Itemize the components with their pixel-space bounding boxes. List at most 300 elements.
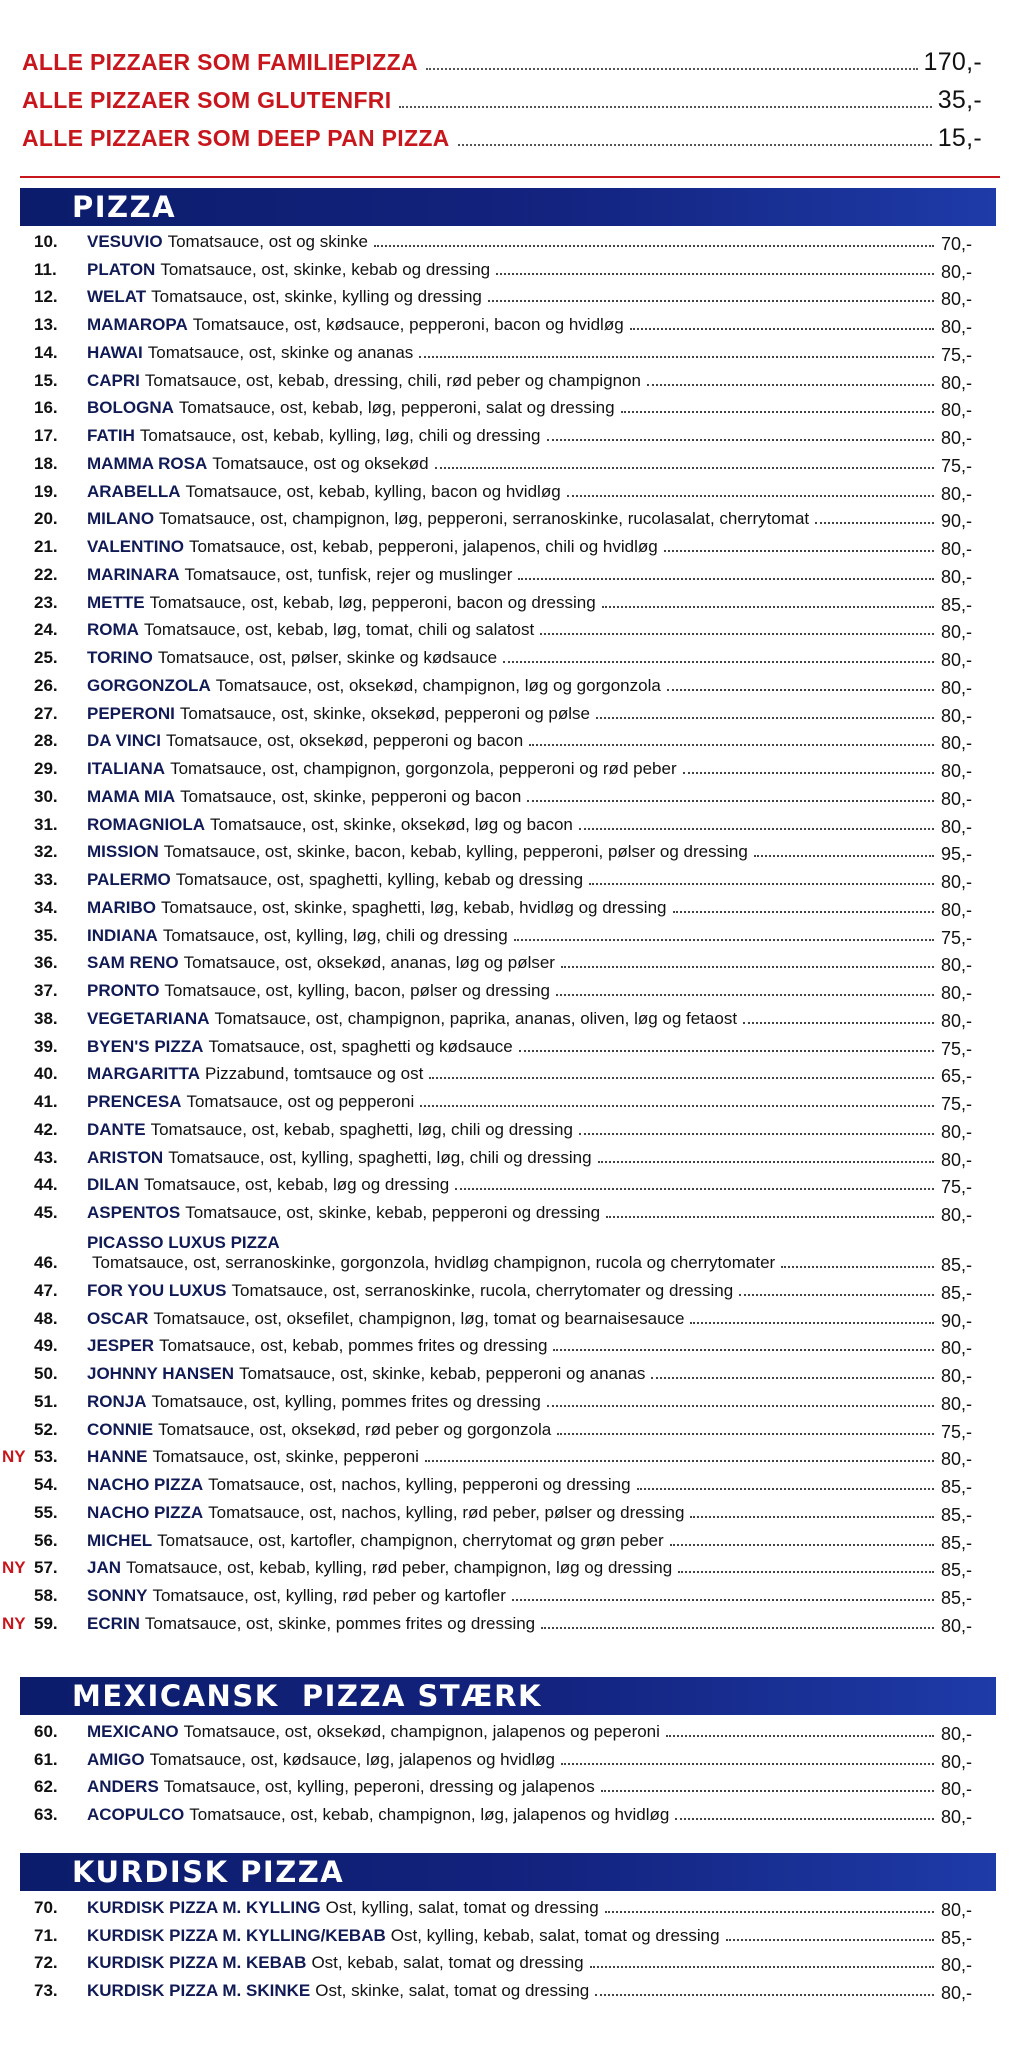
item-text <box>87 1233 942 1273</box>
item-price: 80,- <box>940 1393 972 1414</box>
dot-leader <box>420 1105 934 1107</box>
menu-item <box>0 1553 1000 1581</box>
menu-item <box>0 1358 1000 1386</box>
top-price-line <box>22 48 982 86</box>
dot-leader <box>518 578 934 580</box>
item-text <box>87 1898 942 1918</box>
menu-item <box>0 1799 1000 1827</box>
item-name: PICASSO LUXUS PIZZA <box>87 1233 280 1252</box>
menu-item <box>0 670 1000 698</box>
menu-item <box>0 559 1000 587</box>
dot-leader <box>601 1790 934 1792</box>
new-badge: NY <box>2 1447 26 1467</box>
menu-item <box>0 892 1000 920</box>
item-price: 95,- <box>940 844 972 865</box>
item-description: Tomatsauce, ost, oksekød, pepperoni og bacon <box>166 731 524 751</box>
item-text <box>87 1364 942 1384</box>
item-text <box>87 593 942 613</box>
item-number: 31. <box>34 814 58 834</box>
item-price: 85,- <box>940 1927 972 1948</box>
item-description: Tomatsauce, ost, serranoskinke, rucola, cherrytomater og dressing <box>231 1280 734 1300</box>
item-name: OSCAR <box>87 1308 149 1328</box>
top-line-label: ALLE PIZZAER SOM GLUTENFRI <box>22 87 392 113</box>
menu-item <box>0 420 1000 448</box>
item-description: Tomatsauce, ost, kebab, dressing, chili, rød peber og champignon <box>144 370 642 390</box>
menu-item <box>0 948 1000 976</box>
menu-item <box>0 809 1000 837</box>
item-name: TORINO <box>87 648 153 667</box>
item-text <box>87 815 942 835</box>
item-description: Tomatsauce, ost og pepperoni <box>186 1092 415 1111</box>
item-text <box>87 953 942 973</box>
item-price: 80,- <box>940 566 972 587</box>
item-description: Tomatsauce, ost, kebab, pommes frites og dressing <box>159 1336 548 1356</box>
item-price: 80,- <box>940 372 972 393</box>
item-text <box>87 1203 942 1223</box>
item-number: 40. <box>34 1064 58 1084</box>
item-number: 45. <box>34 1203 58 1222</box>
item-name: FATIH <box>87 426 135 445</box>
item-number: 60. <box>34 1721 58 1741</box>
item-name: MAMA MIA <box>87 786 176 806</box>
item-price: 80,- <box>940 1205 972 1225</box>
item-text <box>87 509 942 529</box>
item-price: 75,- <box>940 1094 972 1114</box>
dot-leader <box>739 1294 934 1296</box>
dot-leader <box>670 1544 934 1546</box>
item-price: 75,- <box>940 455 972 476</box>
item-number: 25. <box>34 648 58 667</box>
item-text <box>87 1309 942 1329</box>
dot-leader <box>455 1188 934 1190</box>
item-description: Tomatsauce, ost, oksekød, rød peber og gorgonzola <box>158 1419 552 1439</box>
item-name: DILAN <box>87 1175 139 1195</box>
item-description: Tomatsauce, ost, spaghetti og kødsauce <box>208 1036 513 1056</box>
item-price: 80,- <box>940 677 972 698</box>
item-price: 80,- <box>940 1338 972 1359</box>
dot-leader <box>488 300 934 302</box>
dot-leader <box>374 245 934 247</box>
dot-leader <box>514 939 934 941</box>
item-number: 35. <box>34 925 58 945</box>
item-number: 71. <box>34 1925 58 1945</box>
dot-leader <box>556 994 934 996</box>
item-price: 85,- <box>940 594 972 615</box>
item-name: MAMMA ROSA <box>87 453 208 473</box>
dot-leader <box>815 522 934 524</box>
menu-item <box>0 226 1000 254</box>
item-price: 80,- <box>940 816 972 837</box>
item-description: Tomatsauce, ost, skinke, bacon, kebab, kylling, pepperoni, pølser og dressing <box>163 842 748 862</box>
item-price: 85,- <box>940 1532 972 1553</box>
item-number: 17. <box>34 426 58 445</box>
dot-leader <box>743 1022 934 1024</box>
item-name: NACHO PIZZA <box>87 1475 204 1494</box>
dot-leader <box>602 606 934 608</box>
menu-item <box>0 1892 1000 1920</box>
item-number: 19. <box>34 481 58 501</box>
item-description: Tomatsauce, ost, kylling, rød peber og kartofler <box>152 1586 506 1605</box>
item-name: KURDISK PIZZA M. KEBAB <box>87 1953 307 1973</box>
item-description: Tomatsauce, ost, oksefilet, champignon, løg, tomat og bearnaisesauce <box>153 1308 685 1328</box>
item-text <box>87 898 942 918</box>
item-name: ARABELLA <box>87 481 181 501</box>
item-number: 52. <box>34 1419 58 1439</box>
item-number: 57. <box>34 1558 58 1578</box>
item-price: 70,- <box>940 233 972 254</box>
item-name: ROMA <box>87 620 139 640</box>
menu-item <box>0 1275 1000 1303</box>
item-price: 80,- <box>940 1751 972 1772</box>
dot-leader <box>673 911 935 913</box>
item-price: 90,- <box>940 1310 972 1331</box>
item-text <box>87 870 942 890</box>
item-number: 43. <box>34 1147 58 1167</box>
item-price: 80,- <box>940 872 972 892</box>
item-name: PLATON <box>87 259 156 279</box>
dot-leader <box>726 1939 934 1941</box>
section-title-mexicansk: MEXICANSK PIZZA STÆRK <box>72 1679 542 1713</box>
menu-item <box>0 476 1000 504</box>
item-number: 39. <box>34 1036 58 1056</box>
item-name: BOLOGNA <box>87 398 174 418</box>
menu-item <box>0 615 1000 643</box>
item-name: MISSION <box>87 842 159 862</box>
item-name: PRONTO <box>87 981 160 1000</box>
item-price: 85,- <box>940 1477 972 1497</box>
dot-leader <box>590 1966 934 1968</box>
item-text <box>87 676 942 696</box>
menu-item <box>0 781 1000 809</box>
item-description: Tomatsauce, ost, nachos, kylling, rød peber, pølser og dressing <box>208 1502 685 1522</box>
menu-item <box>0 753 1000 781</box>
dot-leader <box>637 1488 934 1490</box>
menu-item <box>0 1716 1000 1744</box>
item-number: 14. <box>34 342 58 362</box>
item-text <box>87 704 942 724</box>
item-text <box>87 1281 942 1301</box>
item-number: 48. <box>34 1308 58 1328</box>
item-price: 80,- <box>940 1449 972 1470</box>
item-name: JOHNNY HANSEN <box>87 1364 235 1383</box>
menu-item <box>0 1114 1000 1142</box>
item-description: Tomatsauce, ost, kebab, løg og dressing <box>143 1175 450 1195</box>
item-text <box>87 287 942 307</box>
item-name: ASPENTOS <box>87 1203 181 1222</box>
item-number: 24. <box>34 620 58 640</box>
item-text <box>87 1447 942 1467</box>
item-description: Tomatsauce, ost, nachos, kylling, pepperoni og dressing <box>208 1475 631 1494</box>
item-text <box>87 343 942 363</box>
item-description: Tomatsauce, ost, kylling, bacon, pølser og dressing <box>164 981 550 1000</box>
dot-leader <box>664 550 934 552</box>
item-price: 80,- <box>940 650 972 670</box>
item-number: 58. <box>34 1586 58 1605</box>
item-text <box>87 981 942 1001</box>
item-text <box>87 787 942 807</box>
item-description: Tomatsauce, ost, serranoskinke, gorgonzola, hvidløg champignon, rucola og cherrytomater <box>92 1253 776 1272</box>
item-number: 28. <box>34 731 58 751</box>
item-number: 23. <box>34 592 58 612</box>
item-description: Tomatsauce, ost, skinke, kebab, pepperoni og ananas <box>239 1364 646 1383</box>
item-number: 16. <box>34 398 58 418</box>
item-text <box>87 398 942 418</box>
item-name: ECRIN <box>87 1613 140 1633</box>
menu-item <box>0 365 1000 393</box>
item-description: Tomatsauce, ost, skinke, pommes frites og dressing <box>144 1613 536 1633</box>
item-price: 80,- <box>940 705 972 726</box>
item-number: 56. <box>34 1530 58 1550</box>
item-description: Ost, kylling, kebab, salat, tomat og dressing <box>390 1925 720 1945</box>
section-banner-pizza <box>20 188 996 226</box>
item-number: 26. <box>34 675 58 695</box>
dot-leader <box>425 1460 934 1462</box>
item-text <box>87 1336 942 1356</box>
item-name: HANNE <box>87 1447 148 1467</box>
item-number: 36. <box>34 953 58 973</box>
dot-leader <box>579 828 934 830</box>
item-price: 80,- <box>940 1615 972 1636</box>
dot-leader <box>647 384 934 386</box>
item-price: 90,- <box>940 511 972 532</box>
item-text <box>87 1175 942 1195</box>
dot-leader <box>690 1322 934 1324</box>
dot-leader <box>567 495 934 497</box>
item-number: 20. <box>34 509 58 529</box>
dot-leader <box>527 800 934 802</box>
mexicansk-list <box>0 1716 1000 1827</box>
item-description: Tomatsauce, ost, kødsauce, pepperoni, bacon og hvidløg <box>192 315 624 334</box>
item-price: 75,- <box>940 1038 972 1059</box>
item-number: 29. <box>34 759 58 778</box>
item-description: Tomatsauce, ost og skinke <box>167 231 368 251</box>
item-name: SONNY <box>87 1586 148 1605</box>
item-name: MARIBO <box>87 897 156 917</box>
item-name: INDIANA <box>87 925 158 945</box>
item-price: 80,- <box>940 1010 972 1031</box>
item-name: MEXICANO <box>87 1721 179 1741</box>
menu-item <box>0 698 1000 726</box>
item-name: CONNIE <box>87 1419 154 1439</box>
item-price: 85,- <box>940 1255 972 1275</box>
item-description: Pizzabund, tomtsauce og ost <box>205 1064 424 1084</box>
item-name: JAN <box>87 1558 122 1578</box>
item-text <box>87 454 942 474</box>
menu-item <box>0 282 1000 310</box>
dot-leader <box>512 1599 934 1601</box>
item-text <box>87 1120 942 1140</box>
item-text <box>87 260 942 280</box>
item-description: Tomatsauce, ost, skinke, spaghetti, løg, kebab, hvidløg og dressing <box>160 897 667 917</box>
menu-item <box>0 864 1000 892</box>
item-description: Tomatsauce, ost, champignon, paprika, ananas, oliven, løg og fetaost <box>214 1008 738 1028</box>
menu-item <box>0 1003 1000 1031</box>
item-price: 85,- <box>940 1504 972 1525</box>
item-number: 51. <box>34 1391 58 1411</box>
item-number: 46. <box>34 1253 58 1272</box>
item-description: Tomatsauce, ost, kebab, pepperoni, jalapenos, chili og hvidløg <box>188 537 658 556</box>
item-number: 47. <box>34 1280 58 1300</box>
dot-leader <box>547 439 935 441</box>
item-description: Ost, kebab, salat, tomat og dressing <box>311 1953 584 1973</box>
menu-item <box>0 726 1000 754</box>
item-name: WELAT <box>87 287 147 307</box>
item-description: Tomatsauce, ost, kebab, kylling, løg, chili og dressing <box>139 426 541 445</box>
item-description: Ost, skinke, salat, tomat og dressing <box>315 1981 590 2000</box>
dot-leader <box>606 1216 934 1218</box>
menu-item <box>0 393 1000 421</box>
item-number: 30. <box>34 786 58 806</box>
item-description: Ost, kylling, salat, tomat og dressing <box>325 1897 599 1917</box>
menu-item <box>0 1920 1000 1948</box>
item-description: Tomatsauce, ost, champignon, gorgonzola, pepperoni og rød peber <box>170 759 677 778</box>
item-price: 80,- <box>940 1121 972 1142</box>
item-price: 85,- <box>940 1282 972 1303</box>
menu-item <box>0 1442 1000 1470</box>
item-text <box>87 315 942 335</box>
menu-item <box>0 448 1000 476</box>
item-number: 38. <box>34 1008 58 1028</box>
item-text <box>87 482 942 502</box>
item-number: 62. <box>34 1777 58 1797</box>
item-number: 70. <box>34 1897 58 1917</box>
item-name: DA VINCI <box>87 731 161 751</box>
item-description: Tomatsauce, ost, oksekød, ananas, løg og pølser <box>183 953 555 973</box>
top-line-price: 170,- <box>923 48 982 76</box>
item-text <box>87 1148 942 1168</box>
item-name: ANDERS <box>87 1777 159 1797</box>
item-description: Tomatsauce, ost og oksekød <box>212 453 429 473</box>
item-number: 12. <box>34 287 58 307</box>
item-description: Tomatsauce, ost, kylling, pommes frites og dressing <box>151 1391 541 1411</box>
item-price: 80,- <box>940 483 972 504</box>
item-name: ITALIANA <box>87 759 166 778</box>
dot-leader <box>399 106 931 108</box>
item-price: 75,- <box>940 1177 972 1198</box>
item-text <box>87 1981 942 2001</box>
item-number: 73. <box>34 1981 58 2000</box>
item-name: METTE <box>87 592 145 612</box>
dot-leader <box>690 1516 934 1518</box>
section-banner-kurdisk <box>20 1853 996 1891</box>
item-name: SAM RENO <box>87 953 179 973</box>
dot-leader <box>630 328 934 330</box>
item-text <box>87 537 942 557</box>
item-description: Tomatsauce, ost, kebab, kylling, rød peber, champignon, løg og dressing <box>126 1558 673 1578</box>
item-text <box>87 1009 942 1029</box>
item-number: 34. <box>34 897 58 917</box>
section-title-pizza: PIZZA <box>72 190 177 224</box>
item-description: Tomatsauce, ost, kebab, spaghetti, løg, chili og dressing <box>150 1119 573 1139</box>
item-text <box>87 620 942 640</box>
item-price: 80,- <box>940 1149 972 1170</box>
item-name: ROMAGNIOLA <box>87 814 206 834</box>
item-number: 42. <box>34 1119 58 1139</box>
item-name: DANTE <box>87 1119 146 1139</box>
dot-leader <box>419 356 934 358</box>
item-name: KURDISK PIZZA M. KYLLING <box>87 1897 321 1917</box>
dot-leader <box>781 1266 934 1268</box>
menu-item <box>0 1975 1000 2003</box>
item-name: MICHEL <box>87 1530 153 1550</box>
item-price: 75,- <box>940 927 972 948</box>
menu-item <box>0 975 1000 1003</box>
item-text <box>87 1558 942 1578</box>
item-text <box>87 1037 942 1057</box>
item-description: Tomatsauce, ost, skinke, kebab, pepperoni og dressing <box>185 1203 601 1222</box>
item-description: Tomatsauce, ost, kebab, løg, pepperoni, bacon og dressing <box>149 592 596 612</box>
item-price: 85,- <box>940 1588 972 1608</box>
item-number: 13. <box>34 315 58 334</box>
item-number: 21. <box>34 537 58 556</box>
item-price: 80,- <box>940 1807 972 1827</box>
item-text <box>87 232 942 252</box>
top-line-price: 15,- <box>937 124 982 152</box>
item-name: PALERMO <box>87 870 171 889</box>
item-name: CAPRI <box>87 370 140 390</box>
dot-leader <box>561 1763 934 1765</box>
item-number: 44. <box>34 1175 58 1195</box>
item-description: Tomatsauce, ost, kebab, champignon, løg, jalapenos og hvidløg <box>189 1805 670 1824</box>
item-name: KURDISK PIZZA M. KYLLING/KEBAB <box>87 1925 386 1945</box>
menu-item <box>0 920 1000 948</box>
item-description: Tomatsauce, ost, kylling, løg, chili og dressing <box>162 925 508 945</box>
item-name: VALENTINO <box>87 537 184 556</box>
item-description: Tomatsauce, ost, skinke, pepperoni <box>152 1447 419 1467</box>
item-price: 80,- <box>940 1723 972 1744</box>
dot-leader <box>426 68 918 70</box>
item-number: 63. <box>34 1805 58 1824</box>
item-name: ACOPULCO <box>87 1805 185 1824</box>
item-text <box>87 1805 942 1825</box>
item-price: 75,- <box>940 1421 972 1442</box>
item-number: 27. <box>34 703 58 723</box>
item-price: 80,- <box>940 761 972 781</box>
top-price-line <box>22 124 982 162</box>
menu-item <box>0 1225 1000 1275</box>
item-description: Tomatsauce, ost, champignon, løg, pepperoni, serranoskinke, rucolasalat, cherrytomat <box>159 509 810 529</box>
menu-item <box>0 1303 1000 1331</box>
item-text <box>87 565 942 585</box>
item-text <box>87 1392 942 1412</box>
top-price-lines <box>22 48 982 162</box>
section-title-kurdisk: KURDISK PIZZA <box>72 1855 345 1889</box>
menu-item <box>0 1197 1000 1225</box>
item-price: 80,- <box>940 899 972 920</box>
item-description: Tomatsauce, ost, kylling, peperoni, dressing og jalapenos <box>163 1777 595 1797</box>
item-text <box>87 1420 942 1440</box>
red-divider <box>20 176 1000 178</box>
item-text <box>87 1777 942 1797</box>
item-number: 41. <box>34 1092 58 1111</box>
dot-leader <box>519 1050 934 1052</box>
dot-leader <box>596 717 934 719</box>
item-text <box>87 371 942 391</box>
item-text <box>87 1953 942 1973</box>
new-badge: NY <box>2 1613 26 1633</box>
item-name: MARGARITTA <box>87 1064 200 1084</box>
item-price: 80,- <box>940 1899 972 1920</box>
item-price: 65,- <box>940 1066 972 1087</box>
item-description: Tomatsauce, ost, kartofler, champignon, cherrytomat og grøn peber <box>157 1530 664 1550</box>
menu-item <box>0 1031 1000 1059</box>
item-price: 80,- <box>940 317 972 337</box>
menu-item <box>0 1772 1000 1800</box>
item-text <box>87 1750 942 1770</box>
menu-item <box>0 1948 1000 1976</box>
dot-leader <box>496 273 934 275</box>
item-description: Tomatsauce, ost, skinke og ananas <box>147 342 414 362</box>
